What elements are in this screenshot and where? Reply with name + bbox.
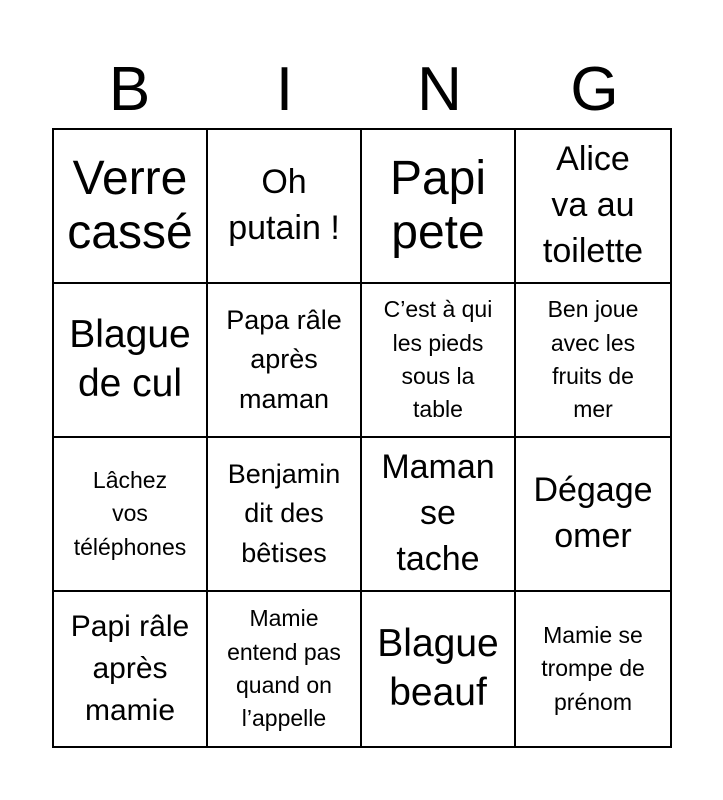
header-letter-g: G: [570, 55, 619, 124]
bingo-cell[interactable]: [54, 130, 208, 284]
header-letter-i: I: [275, 55, 294, 124]
cell-text: Dégage omer: [533, 471, 653, 555]
bingo-cell[interactable]: [54, 438, 208, 592]
bingo-cell[interactable]: [516, 438, 670, 592]
cell-text: Maman se tache: [381, 448, 495, 578]
bingo-cell[interactable]: [208, 284, 362, 438]
cell-text: C’est à qui les pieds sous la table: [383, 296, 493, 423]
bingo-cell[interactable]: [54, 592, 208, 746]
header-letter-n: N: [417, 55, 462, 124]
cell-text: Oh putain !: [228, 163, 340, 247]
cell-text: Lâchez vos téléphones: [73, 466, 187, 560]
cell-text: Ben joue avec les fruits de mer: [547, 296, 639, 423]
cell-text: Papi pete: [389, 152, 487, 259]
bingo-cell[interactable]: [208, 592, 362, 746]
bingo-cell[interactable]: [362, 592, 516, 746]
cell-text: Blague de cul: [69, 313, 191, 405]
bingo-cell[interactable]: [208, 438, 362, 592]
cell-text: Benjamin dit des bêtises: [227, 459, 341, 568]
bingo-cell[interactable]: [516, 592, 670, 746]
cell-text: Blague beauf: [377, 622, 499, 714]
cell-text: Mamie se trompe de prénom: [541, 621, 645, 715]
bingo-cell[interactable]: [516, 284, 670, 438]
cell-text: Alice va au toilette: [542, 140, 644, 270]
bingo-header: [52, 52, 672, 128]
cell-text: Papa râle après maman: [226, 305, 342, 414]
bingo-cell[interactable]: [516, 130, 670, 284]
bingo-board: [52, 128, 672, 748]
bingo-cell[interactable]: [362, 284, 516, 438]
bingo-cell[interactable]: [208, 130, 362, 284]
bingo-cell[interactable]: [54, 284, 208, 438]
header-letter-b: B: [108, 55, 151, 124]
cell-text: Papi râle après mamie: [70, 610, 190, 727]
bingo-cell[interactable]: [362, 130, 516, 284]
cell-text: Verre cassé: [67, 152, 193, 259]
cell-text: Mamie entend pas quand on l’appelle: [227, 605, 341, 732]
bingo-cell[interactable]: [362, 438, 516, 592]
